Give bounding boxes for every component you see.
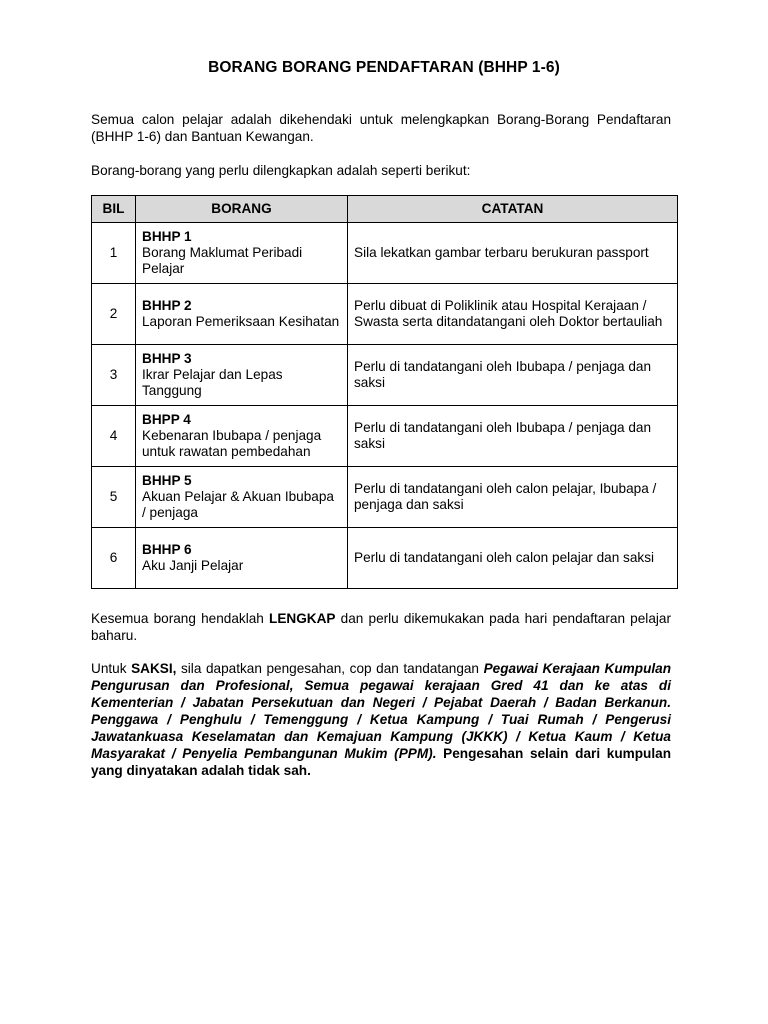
form-code: BHHP 6 (142, 542, 192, 557)
text-run: dan perlu dikemukakan pada hari pendaftaran pelajar baharu. (91, 611, 671, 643)
form-code: BHHP 3 (142, 351, 192, 366)
row-bil: 2 (92, 284, 136, 345)
row-bil: 4 (92, 406, 136, 467)
form-code: BHHP 5 (142, 473, 192, 488)
authorized-officers-list: Pegawai Kerajaan Kumpulan Pengurusan dan Profesional, Semua pegawai kerajaan Gred 41 dan ke atas di Kementerian / Jabatan Persekutuan dan Negeri / Pejabat Daerah / Badan Berkanun. Penggawa / Penghulu / Temenggung / Ketua Kampung / Tuai Rumah / Pengerusi Jawatankuasa Keselamatan dan Kemajuan Kampung (JKKK) / Ketua Kaum / Ketua Masyarakat / Penyelia Pembangunan Mukim (PPM). (91, 661, 672, 761)
validity-note: Pengesahan selain dari kumpulan yang dinyatakan adalah tidak sah. (91, 746, 671, 778)
text-run: Untuk (91, 661, 132, 676)
row-catatan: Perlu dibuat di Poliklinik atau Hospital Kerajaan / Swasta serta ditandatangani oleh Doktor bertauliah (348, 284, 678, 345)
form-name: Laporan Pemeriksaan Kesihatan (142, 314, 340, 329)
table-header-row (92, 196, 678, 223)
row-borang (136, 345, 348, 406)
row-bil: 1 (92, 223, 136, 284)
intro-paragraph: Semua calon pelajar adalah dikehendaki untuk melengkapkan Borang-Borang Pendaftaran (BHHP 1-6) dan Bantuan Kewangan. (91, 112, 671, 144)
form-code: BHHP 2 (142, 298, 192, 313)
table-row (92, 345, 678, 406)
row-borang (136, 284, 348, 345)
row-catatan: Perlu di tandatangani oleh Ibubapa / penjaga dan saksi (348, 406, 678, 467)
form-name: Borang Maklumat Peribadi Pelajar (142, 245, 303, 276)
form-code: BHHP 1 (142, 229, 192, 244)
row-bil: 5 (92, 467, 136, 528)
row-bil: 3 (92, 345, 136, 406)
row-catatan: Perlu di tandatangani oleh calon pelajar dan saksi (348, 528, 678, 589)
row-catatan: Perlu di tandatangani oleh Ibubapa / penjaga dan saksi (348, 345, 678, 406)
header-catatan: CATATAN (348, 196, 678, 223)
table-row (92, 467, 678, 528)
text-run: Kesemua borang hendaklah (91, 611, 270, 626)
emphasis-lengkap: LENGKAP (269, 611, 336, 626)
witness-paragraph (91, 660, 671, 779)
row-catatan: Perlu di tandatangani oleh calon pelajar, Ibubapa / penjaga dan saksi (348, 467, 678, 528)
row-borang (136, 467, 348, 528)
form-name: Akuan Pelajar & Akuan Ibubapa / penjaga (142, 489, 334, 520)
form-code: BHPP 4 (142, 412, 191, 427)
emphasis-saksi: SAKSI, (131, 661, 177, 676)
forms-table (91, 195, 678, 589)
header-bil: BIL (92, 196, 136, 223)
form-name: Ikrar Pelajar dan Lepas Tanggung (142, 367, 283, 398)
table-row (92, 528, 678, 589)
row-bil: 6 (92, 528, 136, 589)
row-borang (136, 223, 348, 284)
instruction-paragraph: Borang-borang yang perlu dilengkapkan adalah seperti berikut: (91, 163, 471, 178)
table-row (92, 223, 678, 284)
form-name: Kebenaran Ibubapa / penjaga untuk rawatan pembedahan (142, 428, 322, 459)
form-name: Aku Janji Pelajar (142, 558, 244, 573)
header-borang: BORANG (136, 196, 348, 223)
text-run: sila dapatkan pengesahan, cop dan tandatangan (176, 661, 484, 676)
completeness-paragraph (91, 610, 671, 644)
table-row (92, 284, 678, 345)
row-catatan: Sila lekatkan gambar terbaru berukuran passport (348, 223, 678, 284)
page-title: BORANG BORANG PENDAFTARAN (BHHP 1-6) (208, 59, 560, 76)
row-borang (136, 528, 348, 589)
table-row (92, 406, 678, 467)
row-borang (136, 406, 348, 467)
